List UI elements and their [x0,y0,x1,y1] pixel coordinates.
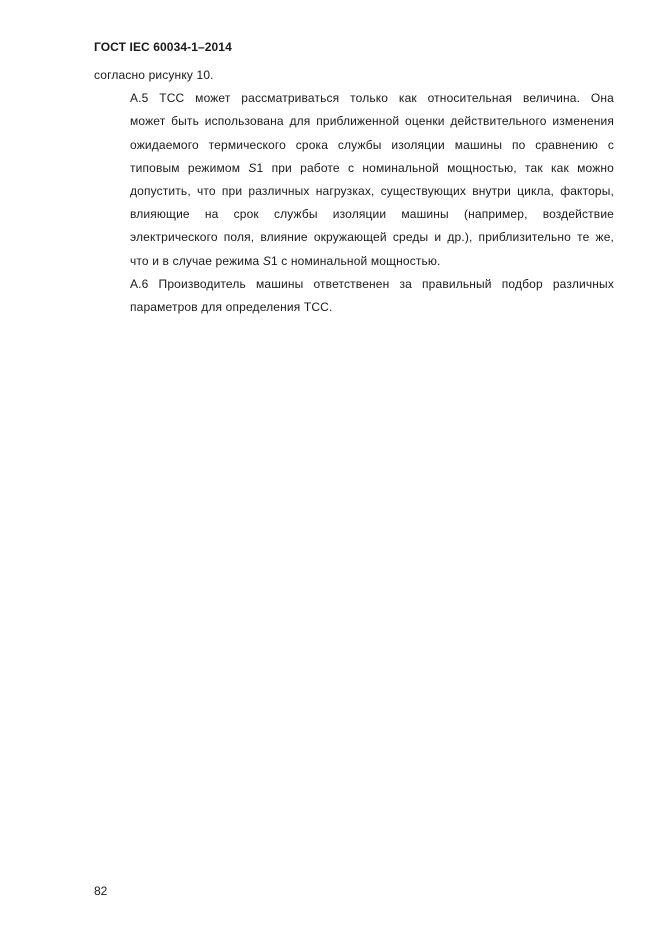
line-8-text-after: 1 с номинальной мощностью. [270,253,441,268]
page-number: 82 [94,884,108,898]
paragraph-continuation: согласно рисунку 10. [94,68,214,82]
paragraph-a6-line-1: А.6 Производитель машины ответственен за правильный подбор различных [130,276,614,291]
line-4-text-after: 1 при работе с номинальной мощностью, так как можно [256,160,614,175]
paragraph-a5-line-8 [94,250,614,273]
paragraph-a5 [94,87,614,273]
paragraph-a5-line-5: допустить, что при различных нагрузках, существующих внутри цикла, факторы, [130,184,614,199]
paragraph-a5-line-1: А.5 ТСС может рассматриваться только как относительная величина. Она [130,91,614,106]
paragraph-a6 [94,273,614,319]
mode-letter: S [248,160,257,175]
paragraph-a5-line-6: влияющие на срок службы изоляции машины (например, воздействие [130,207,614,222]
paragraph-a5-line-3: ожидаемого термического срока службы изоляции машины по сравнению с [130,137,614,152]
document-header: ГОСТ IEC 60034-1–2014 [94,40,232,54]
line-4-text-before: типовым режимом [130,160,249,175]
mode-letter: S [262,253,271,268]
paragraph-a5-line-2: может быть использована для приближенной оценки действительного изменения [130,114,614,129]
line-8-text-before: что и в случае режима [130,253,263,268]
paragraph-a6-line-2: параметров для определения ТСС. [130,300,333,315]
paragraph-a5-line-4 [94,157,614,180]
paragraph-a5-line-7: электрического поля, влияние окружающей среды и др.), приблизительно те же, [130,230,614,245]
document-body [94,64,614,319]
